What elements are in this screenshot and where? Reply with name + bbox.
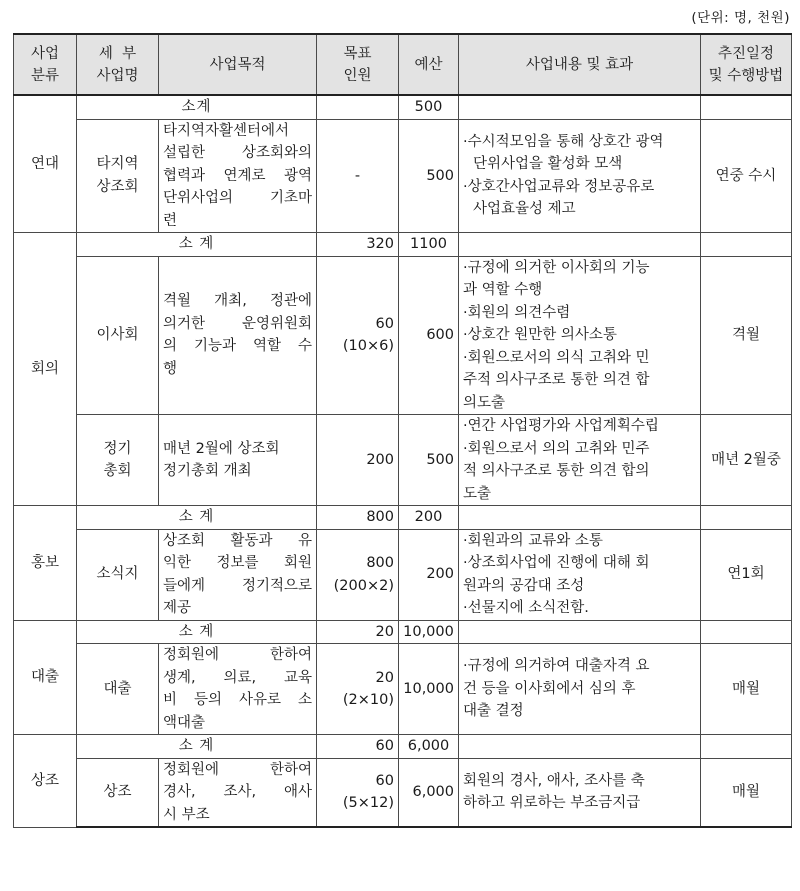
target-cell: - xyxy=(317,119,399,233)
header-sub-project: 세 부 사업명 xyxy=(77,34,159,95)
subtotal-target: 800 xyxy=(317,506,399,530)
subtotal-row xyxy=(14,95,792,119)
subtotal-row xyxy=(14,735,792,759)
table-row xyxy=(14,119,792,233)
schedule-cell: 매월 xyxy=(701,644,792,735)
subtotal-label: 소 계 xyxy=(77,506,317,530)
purpose-cell: 타지역자활센터에서 설립한 상조회와의 협력과 연계로 광역 단위사업의 기초마 련 xyxy=(159,119,317,233)
target-cell: 20 (2×10) xyxy=(317,644,399,735)
budget-cell: 500 xyxy=(399,415,459,506)
subtotal-budget: 200 xyxy=(399,506,459,530)
budget-cell: 200 xyxy=(399,529,459,620)
target-cell: 60 (10×6) xyxy=(317,256,399,415)
header-row xyxy=(14,34,792,95)
schedule-cell: 매월 xyxy=(701,758,792,827)
sub-project-name: 이사회 xyxy=(77,256,159,415)
sub-project-name: 소식지 xyxy=(77,529,159,620)
subtotal-budget: 6,000 xyxy=(399,735,459,759)
header-content: 사업내용 및 효과 xyxy=(459,34,701,95)
header-schedule: 추진일정 및 수행방법 xyxy=(701,34,792,95)
subtotal-row xyxy=(14,620,792,644)
target-cell: 200 xyxy=(317,415,399,506)
business-plan-table xyxy=(13,33,792,828)
sub-project-name: 정기 총회 xyxy=(77,415,159,506)
subtotal-label: 소계 xyxy=(77,95,317,119)
subtotal-budget: 1100 xyxy=(399,233,459,257)
subtotal-target: 60 xyxy=(317,735,399,759)
target-cell: 800 (200×2) xyxy=(317,529,399,620)
table-row xyxy=(14,758,792,827)
header-category: 사업 분류 xyxy=(14,34,77,95)
category-cell: 상조 xyxy=(14,735,77,828)
category-cell: 연대 xyxy=(14,95,77,233)
subtotal-row xyxy=(14,233,792,257)
category-cell: 홍보 xyxy=(14,506,77,621)
content-cell: ·연간 사업평가와 사업계획수립 ·회원으로서 의의 고취와 민주 적 의사구조로 통한 의견 합의 도출 xyxy=(459,415,701,506)
table-row xyxy=(14,644,792,735)
content-cell: 회원의 경사, 애사, 조사를 축 하하고 위로하는 부조금지급 xyxy=(459,758,701,827)
target-cell: 60 (5×12) xyxy=(317,758,399,827)
budget-cell: 500 xyxy=(399,119,459,233)
content-cell: ·회원과의 교류와 소통 ·상조회사업에 진행에 대해 회 원과의 공감대 조성 ·선물지에 소식전함. xyxy=(459,529,701,620)
budget-cell: 6,000 xyxy=(399,758,459,827)
subtotal-label: 소 계 xyxy=(77,233,317,257)
subtotal-row xyxy=(14,506,792,530)
schedule-cell: 연1회 xyxy=(701,529,792,620)
category-cell: 회의 xyxy=(14,233,77,506)
subtotal-target: 20 xyxy=(317,620,399,644)
budget-cell: 600 xyxy=(399,256,459,415)
subtotal-budget: 10,000 xyxy=(399,620,459,644)
sub-project-name: 타지역 상조회 xyxy=(77,119,159,233)
schedule-cell: 연중 수시 xyxy=(701,119,792,233)
table-row xyxy=(14,256,792,415)
table-row xyxy=(14,415,792,506)
subtotal-budget: 500 xyxy=(399,95,459,119)
sub-project-name: 상조 xyxy=(77,758,159,827)
header-target: 목표 인원 xyxy=(317,34,399,95)
subtotal-label: 소 계 xyxy=(77,735,317,759)
category-cell: 대출 xyxy=(14,620,77,735)
purpose-cell: 매년 2월에 상조회 정기총회 개최 xyxy=(159,415,317,506)
unit-note: (단위: 명, 천원) xyxy=(691,10,790,26)
content-cell: ·수시적모임을 통해 상호간 광역 단위사업을 활성화 모색 ·상호간사업교류와 정보공유로 사업효율성 제고 xyxy=(459,119,701,233)
content-cell: ·규정에 의거하여 대출자격 요 건 등을 이사회에서 심의 후 대출 결정 xyxy=(459,644,701,735)
header-purpose: 사업목적 xyxy=(159,34,317,95)
purpose-cell: 격월 개최, 정관에 의거한 운영위원회 의 기능과 역할 수 행 xyxy=(159,256,317,415)
budget-cell: 10,000 xyxy=(399,644,459,735)
subtotal-label: 소 계 xyxy=(77,620,317,644)
sub-project-name: 대출 xyxy=(77,644,159,735)
purpose-cell: 정회원에 한하여 경사, 조사, 애사 시 부조 xyxy=(159,758,317,827)
content-cell: ·규정에 의거한 이사회의 기능 과 역할 수행 ·회원의 의견수렴 ·상호간 원만한 의사소통 ·회원으로서의 의식 고취와 민 주적 의사구조로 통한 의견 합 의도출 xyxy=(459,256,701,415)
schedule-cell: 매년 2월중 xyxy=(701,415,792,506)
table-row xyxy=(14,529,792,620)
subtotal-target: 320 xyxy=(317,233,399,257)
purpose-cell: 상조회 활동과 유 익한 정보를 회원 들에게 정기적으로 제공 xyxy=(159,529,317,620)
purpose-cell: 정회원에 한하여 생계, 의료, 교육 비 등의 사유로 소 액대출 xyxy=(159,644,317,735)
schedule-cell: 격월 xyxy=(701,256,792,415)
header-budget: 예산 xyxy=(399,34,459,95)
subtotal-target xyxy=(317,95,399,119)
